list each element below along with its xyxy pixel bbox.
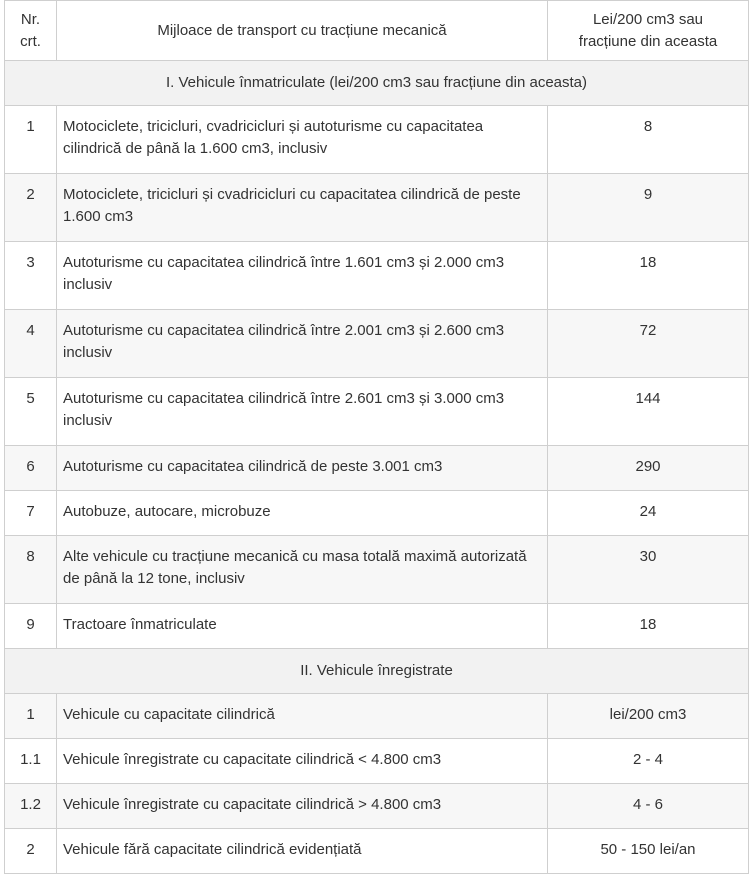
header-description: Mijloace de transport cu tracțiune mecanică [57,1,548,61]
section-header-recorded [5,649,749,694]
row-description: Autobuze, autocare, microbuze [57,491,548,536]
row-value: 18 [548,242,749,310]
row-description: Autoturisme cu capacitatea cilindrică între 1.601 cm3 și 2.000 cm3 inclusiv [57,242,548,310]
row-nr: 1 [5,106,57,174]
row-value: 18 [548,604,749,649]
row-nr: 1.1 [5,739,57,784]
row-description: Autoturisme cu capacitatea cilindrică de peste 3.001 cm3 [57,446,548,491]
table-row [5,378,749,446]
table-row [5,739,749,784]
row-nr: 6 [5,446,57,491]
row-description: Motociclete, tricicluri și cvadricicluri cu capacitatea cilindrică de peste 1.600 cm3 [57,174,548,242]
row-value: 72 [548,310,749,378]
section-title: I. Vehicule înmatriculate (lei/200 cm3 sau fracțiune din aceasta) [5,61,749,106]
row-value: 24 [548,491,749,536]
row-nr: 2 [5,829,57,874]
table-row [5,829,749,874]
table-row [5,694,749,739]
row-value: 30 [548,536,749,604]
row-nr: 1.2 [5,784,57,829]
row-description: Autoturisme cu capacitatea cilindrică între 2.601 cm3 și 3.000 cm3 inclusiv [57,378,548,446]
table-row [5,491,749,536]
table-row [5,106,749,174]
section-title: II. Vehicule înregistrate [5,649,749,694]
row-description: Tractoare înmatriculate [57,604,548,649]
section-header-registered [5,61,749,106]
row-description: Vehicule fără capacitate cilindrică evidențiată [57,829,548,874]
table-row [5,604,749,649]
row-nr: 4 [5,310,57,378]
row-value: 50 - 150 lei/an [548,829,749,874]
row-nr: 1 [5,694,57,739]
row-description: Motociclete, tricicluri, cvadricicluri și autoturisme cu capacitatea cilindrică de până la 1.600 cm3, inclusiv [57,106,548,174]
row-value: 144 [548,378,749,446]
table-row [5,784,749,829]
row-nr: 8 [5,536,57,604]
row-description: Vehicule înregistrate cu capacitate cilindrică < 4.800 cm3 [57,739,548,784]
table-row [5,536,749,604]
row-nr: 5 [5,378,57,446]
row-nr: 9 [5,604,57,649]
row-description: Vehicule cu capacitate cilindrică [57,694,548,739]
row-description: Autoturisme cu capacitatea cilindrică între 2.001 cm3 și 2.600 cm3 inclusiv [57,310,548,378]
row-value: 9 [548,174,749,242]
row-description: Alte vehicule cu tracțiune mecanică cu masa totală maximă autorizată de până la 12 tone, inclusiv [57,536,548,604]
row-value: 4 - 6 [548,784,749,829]
row-value: 8 [548,106,749,174]
row-value: lei/200 cm3 [548,694,749,739]
row-nr: 2 [5,174,57,242]
row-nr: 3 [5,242,57,310]
header-value: Lei/200 cm3 sau fracțiune din aceasta [548,1,749,61]
tax-table [4,0,749,874]
table-row [5,174,749,242]
table-header-row [5,1,749,61]
row-nr: 7 [5,491,57,536]
row-value: 290 [548,446,749,491]
table-row [5,446,749,491]
table-row [5,310,749,378]
row-value: 2 - 4 [548,739,749,784]
row-description: Vehicule înregistrate cu capacitate cilindrică > 4.800 cm3 [57,784,548,829]
header-nr: Nr. crt. [5,1,57,61]
table-row [5,242,749,310]
